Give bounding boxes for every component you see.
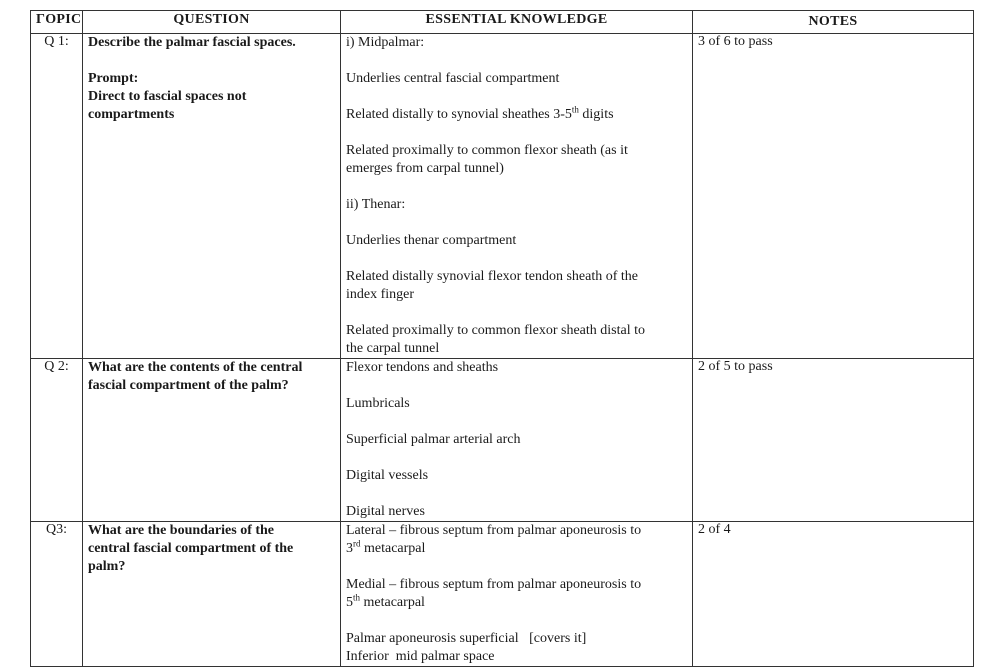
ek-line: Inferior mid palmar space xyxy=(346,649,495,664)
header-row xyxy=(31,11,974,34)
topic-cell: Q 1: xyxy=(31,34,83,359)
ek-text: metacarpal xyxy=(360,541,426,556)
question-text: What are the boundaries of the xyxy=(88,523,275,538)
notes-cell: 2 of 5 to pass xyxy=(693,359,974,522)
prompt-text-line: compartments xyxy=(88,107,175,122)
question-text: fascial compartment of the palm? xyxy=(88,378,289,393)
ek-line: index finger xyxy=(346,287,415,302)
ek-line: Related proximally to common flexor sheath distal to xyxy=(346,323,645,338)
ek-line: Related distally synovial flexor tendon sheath of the xyxy=(346,269,638,284)
essential-knowledge-cell xyxy=(341,359,693,522)
ek-line: Digital vessels xyxy=(346,468,429,483)
ek-line: the carpal tunnel xyxy=(346,341,440,356)
ek-superscript: th xyxy=(353,592,361,603)
ek-superscript: th xyxy=(571,104,579,115)
ek-line: Lumbricals xyxy=(346,396,410,411)
ek-line: Underlies thenar compartment xyxy=(346,233,517,248)
topic-cell: Q3: xyxy=(31,522,83,667)
exam-table xyxy=(30,10,974,667)
question-cell xyxy=(83,34,341,359)
table-row-q2 xyxy=(31,359,974,522)
prompt-text-line: Direct to fascial spaces not xyxy=(88,89,247,104)
question-text: central fascial compartment of the xyxy=(88,541,294,556)
ek-line: Medial – fibrous septum from palmar aponeurosis to xyxy=(346,577,642,592)
ek-line xyxy=(346,106,687,124)
ek-superscript: rd xyxy=(353,538,361,549)
ek-line: Palmar aponeurosis superficial [covers it] xyxy=(346,631,587,646)
header-question: QUESTION xyxy=(83,11,341,34)
ek-line: Underlies central fascial compartment xyxy=(346,71,560,86)
ek-line: Lateral – fibrous septum from palmar aponeurosis to xyxy=(346,523,642,538)
ek-line: Flexor tendons and sheaths xyxy=(346,360,499,375)
ek-heading: ii) Thenar: xyxy=(346,197,406,212)
table-row-q3 xyxy=(31,522,974,667)
ek-line: Superficial palmar arterial arch xyxy=(346,432,521,447)
question-text: palm? xyxy=(88,559,126,574)
header-essential-knowledge: ESSENTIAL KNOWLEDGE xyxy=(341,11,693,34)
essential-knowledge-cell xyxy=(341,522,693,667)
question-cell xyxy=(83,359,341,522)
table-row-q1 xyxy=(31,34,974,359)
header-topic: ГOPIC xyxy=(31,11,83,34)
ek-line xyxy=(346,540,687,558)
notes-cell: 2 of 4 xyxy=(693,522,974,667)
ek-text: 5 xyxy=(346,595,353,610)
ek-heading: i) Midpalmar: xyxy=(346,35,425,50)
ek-text: Related distally to synovial sheathes 3-5 xyxy=(346,107,572,122)
essential-knowledge-cell xyxy=(341,34,693,359)
question-cell xyxy=(83,522,341,667)
ek-text: 3 xyxy=(346,541,353,556)
question-text: Describe the palmar fascial spaces. xyxy=(88,35,296,50)
ek-line: emerges from carpal tunnel) xyxy=(346,161,504,176)
topic-cell: Q 2: xyxy=(31,359,83,522)
ek-line: Related proximally to common flexor sheath (as it xyxy=(346,143,628,158)
prompt-label: Prompt: xyxy=(88,71,139,86)
question-text: What are the contents of the central xyxy=(88,360,303,375)
ek-text: metacarpal xyxy=(360,595,425,610)
notes-cell: 3 of 6 to pass xyxy=(693,34,974,359)
ek-text: digits xyxy=(578,107,614,122)
ek-line xyxy=(346,594,687,612)
header-notes: NOTES xyxy=(693,11,974,34)
ek-line: Digital nerves xyxy=(346,504,425,519)
